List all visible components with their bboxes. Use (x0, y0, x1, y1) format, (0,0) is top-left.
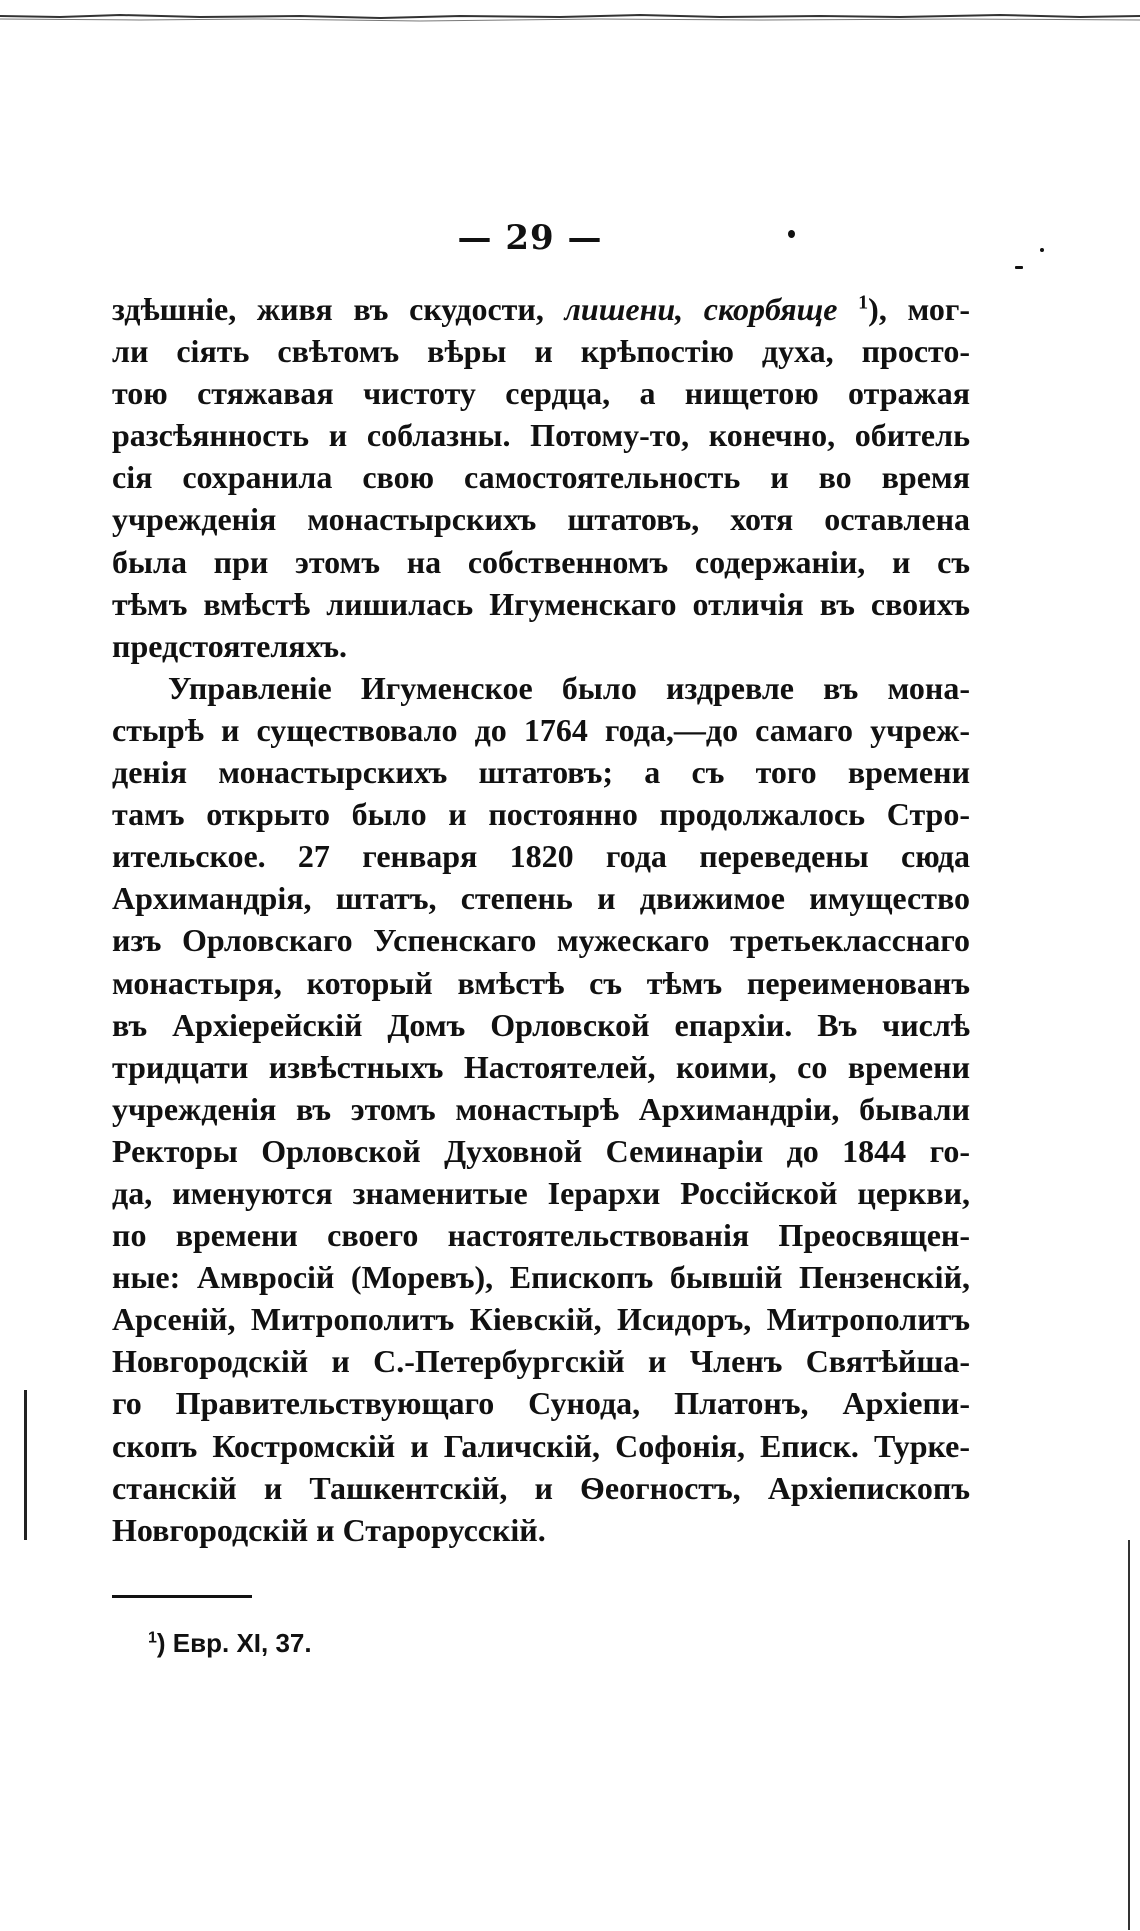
text-line: предстоятеляхъ. (112, 627, 348, 664)
text-line: Арсеній, Митрополитъ Кіевскій, Исидоръ, Митрополитъ (112, 1301, 970, 1338)
text-line: Архимандрія, штатъ, степень и движимое имущество (112, 880, 970, 917)
text-line: тридцати извѣстныхъ Настоятелей, коими, со времени (112, 1048, 970, 1085)
text-line: сія сохранила свою самостоятельность и во время (112, 459, 970, 496)
scan-margin-line (1128, 1540, 1130, 1930)
text-line: го Правительствующаго Сунода, Платонъ, Архіепи- (112, 1385, 970, 1422)
text-line: учрежденія монастырскихъ штатовъ, хотя оставлена (112, 501, 970, 538)
page-number: — 29 — (457, 218, 603, 258)
footnote-text: ) Евр. XI, 37. (156, 1628, 312, 1658)
scan-edge-noise (0, 10, 1140, 24)
text-line: Ректоры Орловской Духовной Семинаріи до 1844 го- (112, 1132, 970, 1169)
text-line: скопъ Костромскій и Галичскій, Софонія, Еписк. Турке- (112, 1427, 970, 1464)
text-line: изъ Орловскаго Успенскаго мужескаго третьекласснаго (112, 922, 970, 959)
text-line: тѣмъ вмѣстѣ лишилась Игуменскаго отличія въ своихъ (112, 585, 970, 622)
text-line: ли сіять свѣтомъ вѣры и крѣпостію духа, просто- (112, 333, 970, 370)
text-line: здѣшніе, живя въ скудости, лишени, скорбяще $^1$), мог- (112, 291, 971, 327)
footnote-marker: 1 (148, 1629, 157, 1647)
text-line: Новгородскій и С.-Петербургскій и Членъ Святѣйша- (112, 1343, 970, 1380)
body-text (112, 288, 970, 1551)
text-line: разсѣянность и соблазны. Потому-то, конечно, обитель (112, 417, 970, 454)
text-line: тамъ открыто было и постоянно продолжалось Стро- (112, 796, 970, 833)
footnote-reference: 1 (858, 291, 869, 314)
speck-mark (788, 230, 795, 238)
text-line: Новгородскій и Старорусскій. (112, 1511, 546, 1548)
speck-mark (1015, 266, 1023, 269)
text-line: да, именуются знаменитые Іерархи Россійской церкви, (112, 1174, 970, 1211)
text-line: Управленіе Игуменское было издревле въ мона- (168, 669, 970, 706)
text-line: ные: Амвросій (Моревъ), Епископъ бывшій Пензенскій, (112, 1259, 970, 1296)
text-line: денія монастырскихъ штатовъ; а съ того времени (112, 754, 970, 791)
paragraph-2 (112, 667, 970, 1551)
text-line: была при этомъ на собственномъ содержаніи, и съ (112, 543, 970, 580)
text-line: тою стяжавая чистоту сердца, а нищетою отражая (112, 375, 970, 412)
footnote (148, 1628, 312, 1659)
text-line: въ Архіерейскій Домъ Орловской епархіи. Въ числѣ (112, 1006, 970, 1043)
text-line: станскій и Ташкентскій, и Ѳеогностъ, Архіепископъ (112, 1469, 970, 1506)
text-line: учрежденія въ этомъ монастырѣ Архимандріи, бывали (112, 1090, 970, 1127)
scan-margin-line (24, 1390, 27, 1540)
paragraph-1 (112, 288, 970, 667)
text-line: по времени своего настоятельствованія Преосвящен- (112, 1217, 970, 1254)
text-line: ительское. 27 генваря 1820 года переведены сюда (112, 838, 970, 875)
text-line: монастыря, который вмѣстѣ съ тѣмъ переименованъ (112, 964, 970, 1001)
text-line: стырѣ и существовало до 1764 года,—до самаго учреж- (112, 711, 970, 748)
speck-mark (1040, 248, 1044, 252)
emphasis-text: лишени, скорбяще (564, 291, 838, 327)
footnote-divider (112, 1595, 252, 1598)
